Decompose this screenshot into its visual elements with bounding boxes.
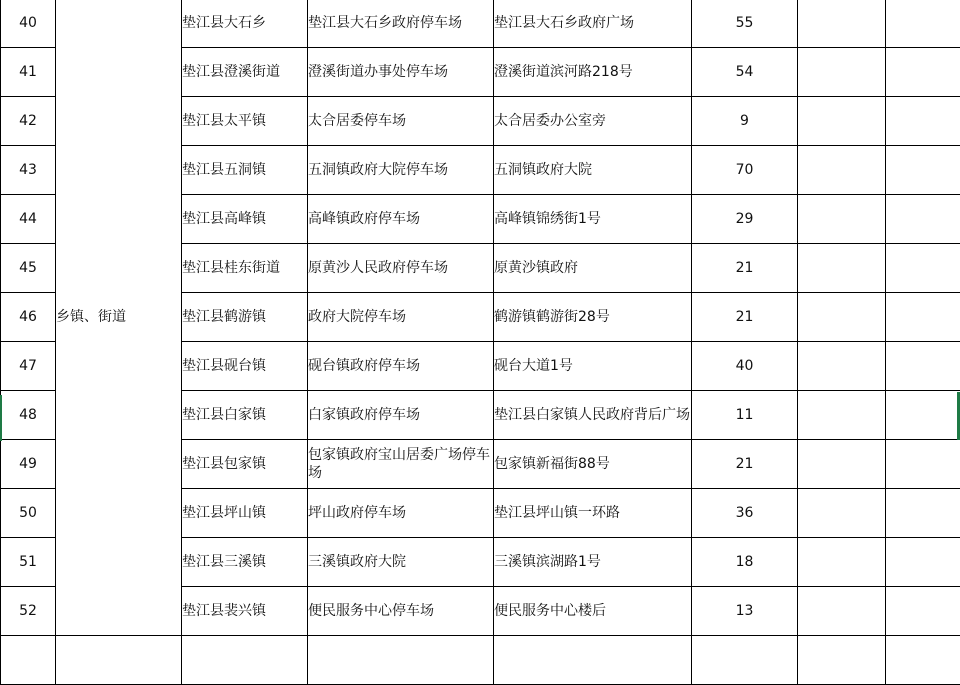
row-selection-marker-left <box>0 395 2 441</box>
address-cell[interactable]: 垫江县大石乡政府广场 <box>494 0 692 48</box>
row-number-cell[interactable]: 51 <box>1 538 56 587</box>
parking-lot-cell[interactable]: 垫江县大石乡政府停车场 <box>308 0 494 48</box>
address-cell[interactable]: 砚台大道1号 <box>494 342 692 391</box>
parking-lot-cell[interactable]: 原黄沙人民政府停车场 <box>308 244 494 293</box>
town-cell[interactable]: 垫江县高峰镇 <box>182 195 308 244</box>
blank-cell[interactable] <box>798 244 886 293</box>
blank-cell[interactable] <box>798 587 886 636</box>
blank-cell[interactable] <box>798 538 886 587</box>
town-cell[interactable]: 垫江县桂东街道 <box>182 244 308 293</box>
blank-cell[interactable] <box>798 636 886 685</box>
town-cell[interactable]: 垫江县五洞镇 <box>182 146 308 195</box>
spaces-cell[interactable] <box>692 636 798 685</box>
address-cell[interactable]: 便民服务中心楼后 <box>494 587 692 636</box>
town-cell[interactable]: 垫江县白家镇 <box>182 391 308 440</box>
address-cell[interactable]: 原黄沙镇政府 <box>494 244 692 293</box>
parking-lot-cell[interactable] <box>308 636 494 685</box>
parking-lot-cell[interactable]: 政府大院停车场 <box>308 293 494 342</box>
parking-lot-cell[interactable]: 白家镇政府停车场 <box>308 391 494 440</box>
address-cell[interactable]: 鹤游镇鹤游街28号 <box>494 293 692 342</box>
town-cell[interactable]: 垫江县三溪镇 <box>182 538 308 587</box>
blank-cell[interactable] <box>798 195 886 244</box>
row-number-cell[interactable]: 50 <box>1 489 56 538</box>
row-number-cell[interactable]: 41 <box>1 48 56 97</box>
parking-lot-cell[interactable]: 太合居委停车场 <box>308 97 494 146</box>
row-number-cell[interactable]: 45 <box>1 244 56 293</box>
address-cell[interactable]: 垫江县白家镇人民政府背后广场 <box>494 391 692 440</box>
blank-cell-edge[interactable] <box>886 587 960 636</box>
blank-cell[interactable] <box>798 293 886 342</box>
address-cell[interactable]: 包家镇新福街88号 <box>494 440 692 489</box>
row-number-cell[interactable]: 46 <box>1 293 56 342</box>
blank-cell-edge[interactable] <box>886 97 960 146</box>
row-number-cell[interactable] <box>1 636 56 685</box>
spaces-cell[interactable]: 9 <box>692 97 798 146</box>
blank-cell[interactable] <box>798 146 886 195</box>
town-cell[interactable]: 垫江县大石乡 <box>182 0 308 48</box>
blank-cell-edge[interactable] <box>886 342 960 391</box>
table-row[interactable] <box>1 0 960 48</box>
town-cell[interactable]: 垫江县澄溪街道 <box>182 48 308 97</box>
row-number-cell[interactable]: 42 <box>1 97 56 146</box>
address-cell[interactable]: 垫江县坪山镇一环路 <box>494 489 692 538</box>
town-cell[interactable]: 垫江县坪山镇 <box>182 489 308 538</box>
category-cell-empty[interactable] <box>56 636 182 685</box>
blank-cell-edge[interactable] <box>886 244 960 293</box>
table-row[interactable] <box>1 636 960 685</box>
spaces-cell[interactable]: 21 <box>692 293 798 342</box>
address-cell[interactable]: 太合居委办公室旁 <box>494 97 692 146</box>
town-cell[interactable]: 垫江县包家镇 <box>182 440 308 489</box>
address-cell[interactable]: 澄溪街道滨河路218号 <box>494 48 692 97</box>
spaces-cell[interactable]: 54 <box>692 48 798 97</box>
blank-cell-edge[interactable] <box>886 489 960 538</box>
category-cell[interactable]: 乡镇、街道 <box>56 0 182 636</box>
blank-cell-edge[interactable] <box>886 195 960 244</box>
blank-cell[interactable] <box>798 342 886 391</box>
parking-lot-cell[interactable]: 便民服务中心停车场 <box>308 587 494 636</box>
spaces-cell[interactable]: 18 <box>692 538 798 587</box>
spaces-cell[interactable]: 40 <box>692 342 798 391</box>
address-cell[interactable]: 高峰镇锦绣街1号 <box>494 195 692 244</box>
spaces-cell[interactable]: 11 <box>692 391 798 440</box>
blank-cell-edge[interactable] <box>886 0 960 48</box>
town-cell[interactable]: 垫江县鹤游镇 <box>182 293 308 342</box>
spaces-cell[interactable]: 21 <box>692 440 798 489</box>
parking-lot-cell[interactable]: 三溪镇政府大院 <box>308 538 494 587</box>
row-number-cell[interactable]: 40 <box>1 0 56 48</box>
blank-cell[interactable] <box>798 440 886 489</box>
parking-lot-cell[interactable]: 高峰镇政府停车场 <box>308 195 494 244</box>
parking-lot-cell[interactable]: 澄溪街道办事处停车场 <box>308 48 494 97</box>
table-body <box>1 0 960 685</box>
town-cell[interactable]: 垫江县裴兴镇 <box>182 587 308 636</box>
address-cell[interactable]: 三溪镇滨湖路1号 <box>494 538 692 587</box>
blank-cell-edge[interactable] <box>886 48 960 97</box>
blank-cell[interactable] <box>798 48 886 97</box>
row-number-cell[interactable]: 48 <box>1 391 56 440</box>
blank-cell-edge[interactable] <box>886 391 960 440</box>
spaces-cell[interactable]: 36 <box>692 489 798 538</box>
town-cell[interactable]: 垫江县砚台镇 <box>182 342 308 391</box>
town-cell[interactable]: 垫江县太平镇 <box>182 97 308 146</box>
town-cell[interactable] <box>182 636 308 685</box>
address-cell[interactable]: 五洞镇政府大院 <box>494 146 692 195</box>
row-number-cell[interactable]: 47 <box>1 342 56 391</box>
row-number-cell[interactable]: 44 <box>1 195 56 244</box>
blank-cell[interactable] <box>798 391 886 440</box>
spaces-cell[interactable]: 70 <box>692 146 798 195</box>
blank-cell-edge[interactable] <box>886 146 960 195</box>
parking-lot-cell[interactable]: 坪山政府停车场 <box>308 489 494 538</box>
spaces-cell[interactable]: 21 <box>692 244 798 293</box>
blank-cell-edge[interactable] <box>886 293 960 342</box>
row-number-cell[interactable]: 52 <box>1 587 56 636</box>
parking-lot-cell[interactable]: 五洞镇政府大院停车场 <box>308 146 494 195</box>
spaces-cell[interactable]: 29 <box>692 195 798 244</box>
blank-cell[interactable] <box>798 0 886 48</box>
parking-lot-cell[interactable]: 包家镇政府宝山居委广场停车场 <box>308 440 494 489</box>
blank-cell-edge[interactable] <box>886 440 960 489</box>
parking-lot-cell[interactable]: 砚台镇政府停车场 <box>308 342 494 391</box>
blank-cell-edge[interactable] <box>886 636 960 685</box>
blank-cell[interactable] <box>798 489 886 538</box>
blank-cell-edge[interactable] <box>886 538 960 587</box>
spaces-cell[interactable]: 55 <box>692 0 798 48</box>
row-number-cell[interactable]: 43 <box>1 146 56 195</box>
address-cell[interactable] <box>494 636 692 685</box>
row-number-cell[interactable]: 49 <box>1 440 56 489</box>
blank-cell[interactable] <box>798 97 886 146</box>
spaces-cell[interactable]: 13 <box>692 587 798 636</box>
